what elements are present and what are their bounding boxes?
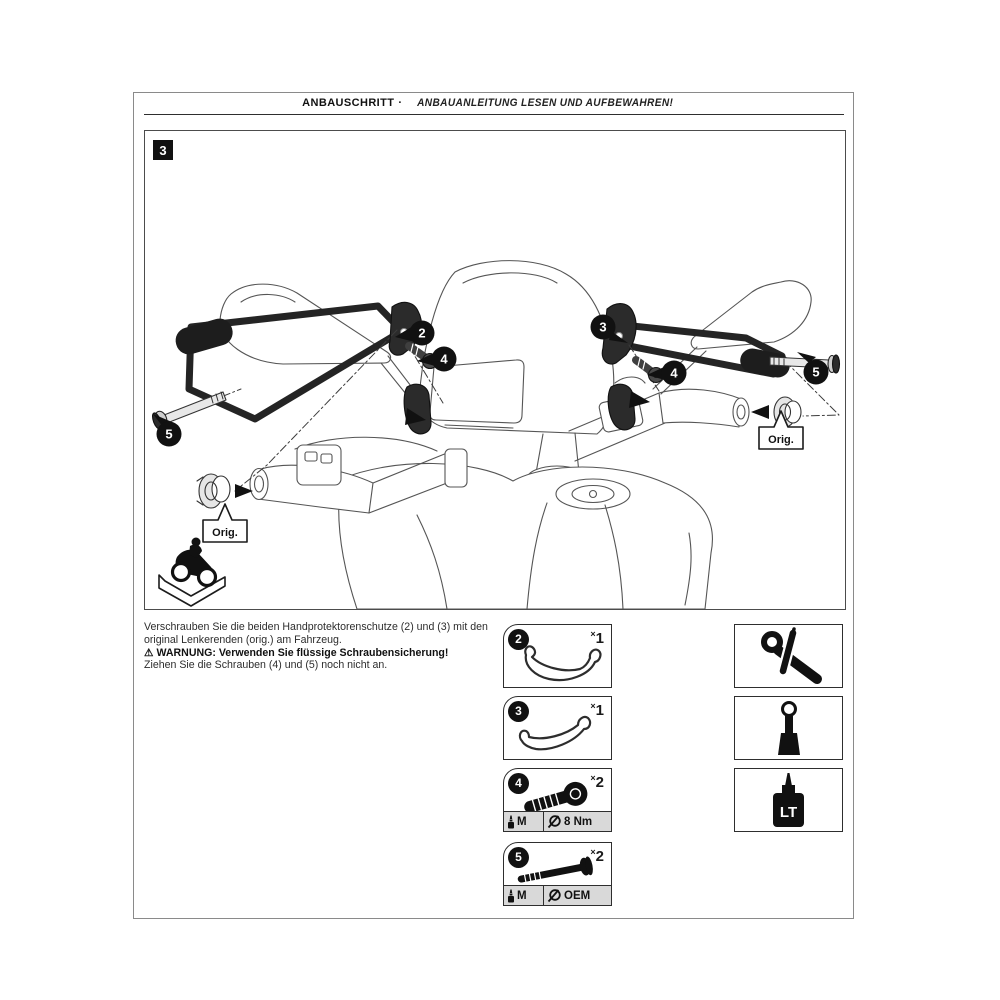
illustration-panel — [144, 130, 846, 610]
instruction-line-2: original Lenkerenden (orig.) am Fahrzeug. — [144, 633, 342, 646]
svg-text:3: 3 — [159, 143, 167, 158]
part-quantity: ×1 — [590, 629, 604, 647]
long-screw-icon — [512, 853, 602, 885]
part-box-3 — [503, 696, 612, 760]
part-box-4 — [503, 768, 612, 832]
warning-icon: ⚠ — [144, 646, 154, 659]
spec-bar — [504, 885, 611, 905]
tool-box-threadlocker — [734, 768, 843, 832]
tools-list — [734, 624, 844, 840]
threadlocker-label: LT — [779, 804, 798, 821]
torque-mini-icon — [547, 888, 562, 903]
parts-list — [503, 624, 613, 916]
part-number-badge: 2 — [508, 629, 529, 650]
instruction-line-1: Verschrauben Sie die beiden Handprotektorenschutze (2) und (3) mit den — [144, 621, 488, 633]
part-box-5 — [503, 842, 612, 906]
part-number-badge: 3 — [508, 701, 529, 722]
view-direction-icon — [159, 538, 225, 607]
assembly-diagram — [145, 131, 845, 609]
svg-text:2: 2 — [418, 325, 426, 341]
svg-text:5: 5 — [812, 364, 820, 380]
header-separator: · — [398, 97, 403, 109]
torque-wrench-icon — [735, 697, 842, 759]
step-badge — [153, 140, 173, 160]
threadlocker-spec: M — [504, 886, 544, 905]
tool-box-wrench — [734, 624, 843, 688]
threadlocker-mini-icon — [507, 889, 515, 903]
warning-line — [144, 647, 516, 660]
instruction-text — [144, 621, 516, 672]
part-number-badge: 5 — [508, 847, 529, 868]
warning-text: WARNUNG: Verwenden Sie flüssige Schraubensicherung! — [156, 646, 449, 659]
header-rule — [144, 114, 844, 115]
header-subtitle: ANBAUANLEITUNG LESEN UND AUFBEWAHREN! — [417, 97, 674, 109]
short-screw-icon — [512, 779, 602, 811]
svg-text:5: 5 — [165, 426, 173, 442]
torque-spec: 8 Nm — [544, 812, 595, 831]
header-title: ANBAUSCHRITT — [302, 97, 395, 109]
part-number-badge: 4 — [508, 773, 529, 794]
orig-text-right: Orig. — [768, 434, 794, 446]
ring-wrench-with-bit-icon — [735, 625, 842, 687]
threadlocker-bottle-icon — [735, 769, 842, 831]
part-quantity: ×1 — [590, 701, 604, 719]
svg-text:3: 3 — [599, 319, 607, 335]
left-bar-end-weight — [197, 474, 230, 508]
tool-box-torque-wrench — [734, 696, 843, 760]
part-quantity: ×2 — [590, 847, 604, 865]
callout-5-right — [797, 352, 829, 385]
right-handlebar — [569, 377, 749, 461]
spec-bar — [504, 811, 611, 831]
torque-mini-icon — [547, 814, 562, 829]
orig-text-left: Orig. — [212, 527, 238, 539]
handguard-bracket-right-icon — [510, 709, 606, 755]
torque-spec: OEM — [544, 886, 593, 905]
threadlocker-mini-icon — [507, 815, 515, 829]
part-box-2 — [503, 624, 612, 688]
part-quantity: ×2 — [590, 773, 604, 791]
fuel-tank — [295, 437, 712, 609]
right-insert-arrow — [751, 405, 769, 419]
manual-page — [133, 92, 854, 919]
handguard-bracket-left-icon — [510, 637, 606, 683]
instruction-line-4: Ziehen Sie die Schrauben (4) und (5) noch nicht an. — [144, 659, 388, 672]
page-header — [134, 97, 853, 109]
threadlocker-spec: M — [504, 812, 544, 831]
svg-text:4: 4 — [670, 365, 678, 381]
svg-text:4: 4 — [440, 351, 448, 367]
